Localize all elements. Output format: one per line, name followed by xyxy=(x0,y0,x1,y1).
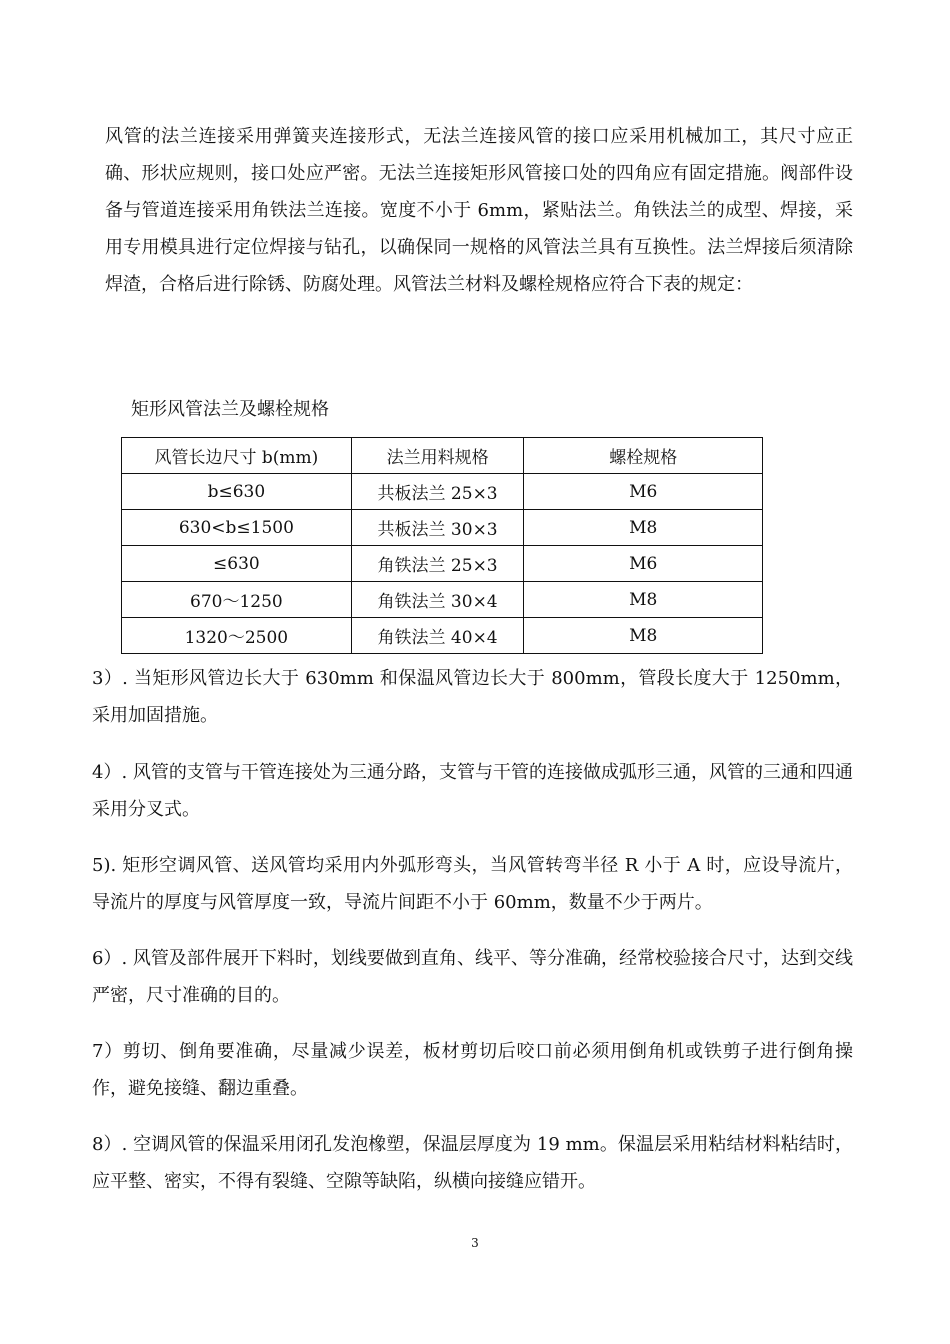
cell-flange-material: 角铁法兰 40×4 xyxy=(351,618,524,654)
table-header-row xyxy=(122,438,763,474)
cell-flange-material: 角铁法兰 30×4 xyxy=(351,582,524,618)
table-row xyxy=(122,618,763,654)
paragraph-3: 3）. 当矩形风管边长大于 630mm 和保温风管边长大于 800mm，管段长度大于 1250mm，采用加固措施。 xyxy=(92,668,853,726)
cell-bolt-spec: M6 xyxy=(524,474,763,510)
cell-bolt-spec: M8 xyxy=(524,618,763,654)
paragraph-6: 6）. 风管及部件展开下料时，划线要做到直角、线平、等分准确，经常校验接合尺寸，达到交线严密，尺寸准确的目的。 xyxy=(92,948,853,1006)
paragraph-4: 4）. 风管的支管与干管连接处为三通分路，支管与干管的连接做成弧形三通，风管的三通和四通采用分叉式。 xyxy=(92,762,853,820)
page-number: 3 xyxy=(471,1236,479,1250)
cell-duct-size: ≤630 xyxy=(122,546,352,582)
header-flange-material: 法兰用料规格 xyxy=(351,438,524,474)
paragraph-7: 7）剪切、倒角要准确，尽量减少误差，板材剪切后咬口前必须用倒角机或铁剪子进行倒角操作，避免接缝、翻边重叠。 xyxy=(92,1041,853,1099)
cell-bolt-spec: M6 xyxy=(524,546,763,582)
paragraph-5: 5). 矩形空调风管、送风管均采用内外弧形弯头，当风管转弯半径 R 小于 A 时，应设导流片，导流片的厚度与风管厚度一致，导流片间距不小于 60mm，数量不少于两片。 xyxy=(92,855,853,913)
flange-bolt-spec-table xyxy=(121,437,763,654)
cell-duct-size: 1320～2500 xyxy=(122,618,352,654)
table-row xyxy=(122,546,763,582)
table-caption: 矩形风管法兰及螺栓规格 xyxy=(131,399,329,420)
cell-bolt-spec: M8 xyxy=(524,582,763,618)
cell-duct-size: b≤630 xyxy=(122,474,352,510)
table-row xyxy=(122,582,763,618)
header-bolt-spec: 螺栓规格 xyxy=(524,438,763,474)
cell-flange-material: 共板法兰 30×3 xyxy=(351,510,524,546)
table-row xyxy=(122,510,763,546)
intro-paragraph: 风管的法兰连接采用弹簧夹连接形式，无法兰连接风管的接口应采用机械加工，其尺寸应正确、形状应规则，接口处应严密。无法兰连接矩形风管接口处的四角应有固定措施。阀部件设备与管道连接采用角铁法兰连接。宽度不小于 6mm，紧贴法兰。角铁法兰的成型、焊接，采用专用模具进行定位焊接与钻孔，以确保同一规格的风管法兰具有互换性。法兰焊接后须清除焊渣，合格后进行除锈、防腐处理。风管法兰材料及螺栓规格应符合下表的规定： xyxy=(105,126,853,295)
cell-flange-material: 角铁法兰 25×3 xyxy=(351,546,524,582)
table-row xyxy=(122,474,763,510)
header-duct-size: 风管长边尺寸 b(mm) xyxy=(122,438,352,474)
paragraph-8: 8）. 空调风管的保温采用闭孔发泡橡塑，保温层厚度为 19 mm。保温层采用粘结材料粘结时，应平整、密实，不得有裂缝、空隙等缺陷，纵横向接缝应错开。 xyxy=(92,1134,853,1192)
cell-duct-size: 670～1250 xyxy=(122,582,352,618)
cell-bolt-spec: M8 xyxy=(524,510,763,546)
cell-duct-size: 630<b≤1500 xyxy=(122,510,352,546)
cell-flange-material: 共板法兰 25×3 xyxy=(351,474,524,510)
